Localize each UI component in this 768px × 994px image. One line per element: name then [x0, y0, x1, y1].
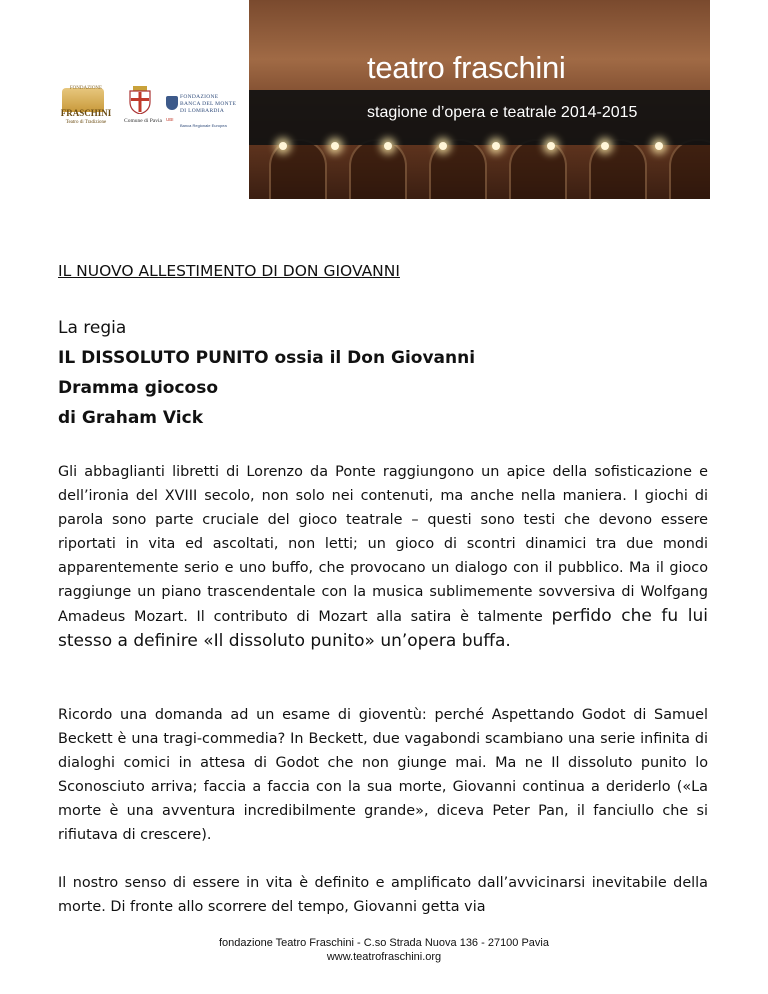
footer-website[interactable]: www.teatrofraschini.org: [326, 951, 442, 963]
paragraph-1: Gli abbaglianti libretti di Lorenzo da Ponte raggiungono un apice della sofisticazione e dell’ironia del XVIII secolo, non solo nei contenuti, ma anche nella maniera. I giochi di parola sono parte cruciale del gioco teatrale – questi sono testi che devono essere riportati in vita ed ascoltati, non letti; un gioco di scontri dinamici tra due mondi apparentemente serio e uno buffo, che provocano un dialogo con il pubblico. Ma il gioco raggiunge un piano trascendentale con la musica sublimemente sovversiva di Wolfgang Amadeus Mozart. Il contributo di Mozart alla satira è talmente perfido che fu lui stesso a definire «Il dissoluto punito» un’opera buffa.: [58, 464, 708, 651]
opera-title: IL DISSOLUTO PUNITO ossia il Don Giovanni: [58, 348, 476, 368]
opera-genre: Dramma giocoso: [58, 378, 219, 398]
fraschini-logo-sub: Teatro di Tradizione: [65, 120, 107, 125]
comune-pavia-logo: [118, 84, 164, 130]
banca-del-monte-logo: FONDAZIONE BANCA DEL MONTE DI LOMBARDIA UBI Banca Regionale Europea: [166, 94, 237, 128]
section-label: La regia: [58, 318, 127, 338]
banner-title: teatro fraschini: [367, 50, 566, 85]
header-banner: [249, 0, 710, 199]
opera-director: di Graham Vick: [58, 408, 203, 428]
footer-address: fondazione Teatro Fraschini - C.so Strada Nuova 136 - 27100 Pavia: [219, 937, 549, 949]
paragraph-1-emphasis: perfido che fu lui stesso a definire «Il dissoluto punito» un’opera buffa.: [58, 606, 708, 651]
footer: [0, 936, 768, 964]
sponsor-logos: [58, 84, 243, 134]
comune-logo-label: Comune di Pavia: [124, 118, 162, 124]
paragraph-2: Ricordo una domanda ad un esame di gioventù: perché Aspettando Godot di Samuel Beckett è una tragi-commedia? In Beckett, due vagabondi scambiano una serie infinita di dialoghi comici in attesa di Godot che non giunge mai. Ma ne Il dissoluto punito lo Sconosciuto arriva; faccia a faccia con la sua morte, Giovanni continua a deriderlo («La morte è una avventura incredibilmente grande», diceva Peter Pan, il fanciullo che si rifiutava di crescere).: [58, 707, 708, 843]
fraschini-logo-top: FONDAZIONE: [69, 86, 103, 91]
city-crest-icon: [129, 86, 151, 114]
fraschini-logo-name: FRASCHINI: [60, 108, 112, 118]
paragraph-3: Il nostro senso di essere in vita è definito e amplificato dall’avvicinarsi inevitabile della morte. Di fronte allo scorrere del tempo, Giovanni getta via: [58, 875, 708, 915]
article-heading: IL NUOVO ALLESTIMENTO DI DON GIOVANNI: [58, 262, 400, 280]
fraschini-logo: [58, 84, 110, 130]
banner-subtitle: stagione d’opera e teatrale 2014-2015: [367, 104, 638, 121]
